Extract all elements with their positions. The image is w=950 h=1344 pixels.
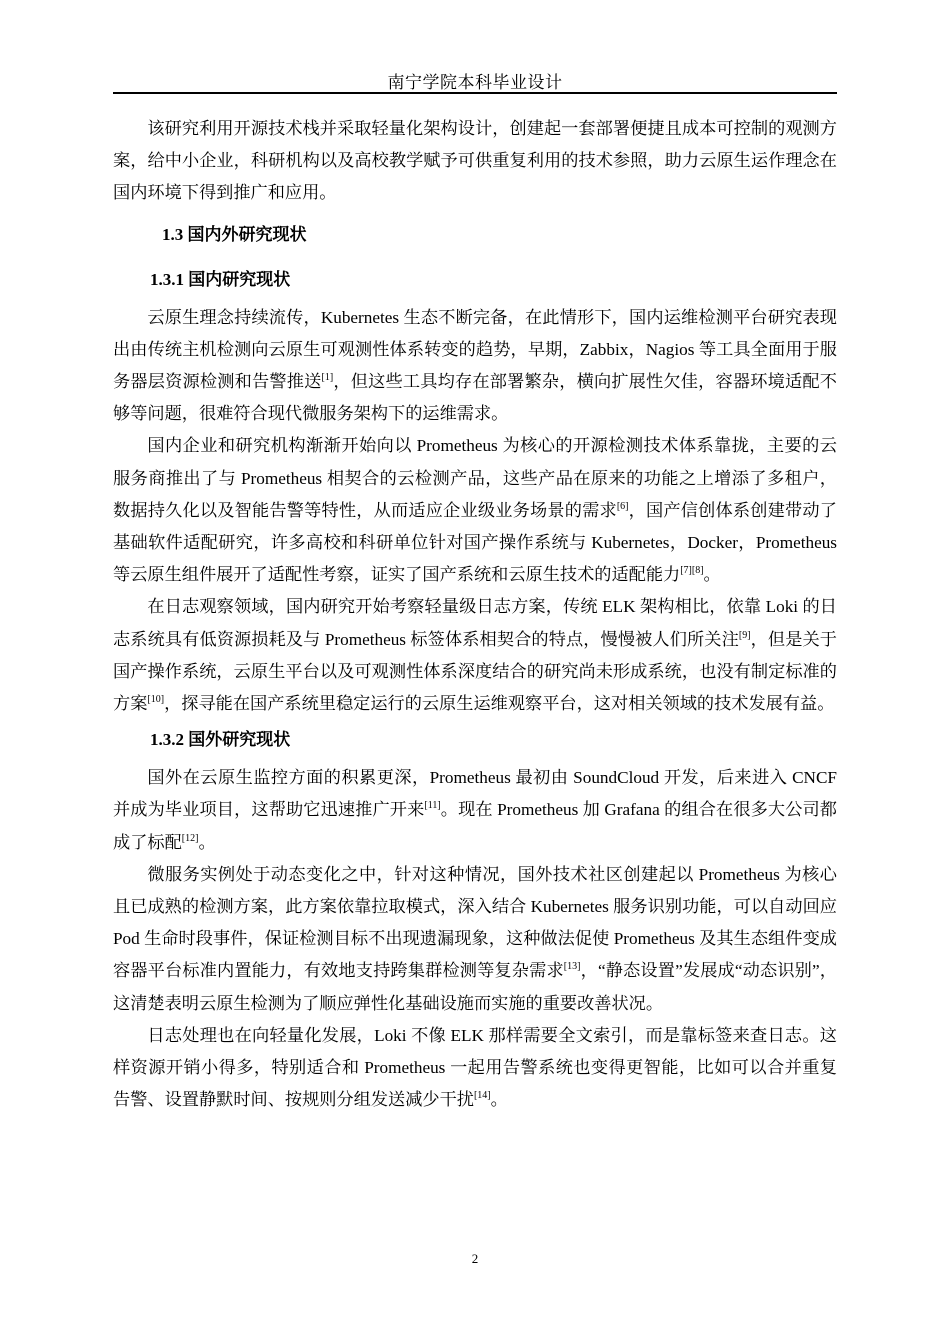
citation-ref: [6]	[616, 500, 629, 512]
document-body	[113, 113, 837, 1116]
citation-ref: [1]	[321, 372, 334, 384]
foreign-paragraph-3	[113, 1020, 837, 1117]
paragraph-text: ，但这些工具均存在部署繁杂，横向扩展性欠佳，容器环境适配不够等问题，很难符合现代微服务架构下的运维需求。	[113, 372, 837, 424]
paragraph-text: 国外在云原生监控方面的积累更深，Prometheus 最初由 SoundCloud 开发，后来进入 CNCF 并成为毕业项目，这帮助它迅速推广开来	[113, 768, 837, 820]
paragraph-text: ，“静态设置”发展成“动态识别”，这清楚表明云原生检测为了顺应弹性化基础设施而实施的重要改善状况。	[113, 961, 837, 1013]
citation-ref: [12]	[181, 832, 199, 844]
subsection-heading-1-3-2: 1.3.2 国外研究现状	[150, 730, 291, 750]
paragraph-text: 在日志观察领域，国内研究开始考察轻量级日志方案，传统 ELK 架构相比，依靠 Loki 的日志系统具有低资源损耗及与 Prometheus 标签体系相契合的特点，慢慢被人们所关注	[113, 597, 837, 649]
paragraph-text: ，国产信创体系创建带动了基础软件适配研究，许多高校和科研单位针对国产操作系统与 Kubernetes，Docker，Prometheus 等云原生组件展开了适配性考察，证实了国产系统和云原生技术的适配能力	[113, 500, 837, 585]
paragraph-text: 。现在 Prometheus 加 Grafana 的组合在很多大公司都成了标配	[113, 800, 837, 852]
citation-ref: [13]	[563, 961, 581, 973]
paragraph-text: ，但是关于国产操作系统，云原生平台以及可观测性体系深度结合的研究尚未形成系统，也没有制定标准的方案	[113, 629, 837, 714]
paragraph-text: ，探寻能在国产系统里稳定运行的云原生运维观察平台，这对相关领域的技术发展有益。	[164, 694, 835, 714]
foreign-paragraph-2	[113, 859, 837, 1020]
header-divider	[113, 92, 837, 94]
citation-ref: [11]	[424, 800, 441, 812]
subsection-heading-1-3-1: 1.3.1 国内研究现状	[150, 269, 291, 289]
domestic-paragraph-3	[113, 591, 837, 720]
citation-ref: [14]	[473, 1090, 491, 1102]
foreign-paragraph-1	[113, 762, 837, 859]
citation-ref: [7][8]	[680, 565, 704, 577]
domestic-paragraph-2	[113, 430, 837, 591]
paragraph-text: 日志处理也在向轻量化发展，Loki 不像 ELK 那样需要全文索引，而是靠标签来查日志。这样资源开销小得多，特别适合和 Prometheus 一起用告警系统也变得更智能，比如可以合并重复告警、设置静默时间、按规则分组发送减少干扰	[113, 1025, 837, 1110]
paragraph-text: 云原生理念持续流传，Kubernetes 生态不断完备，在此情形下，国内运维检测平台研究表现出由传统主机检测向云原生可观测性体系转变的趋势，早期，Zabbix，Nagios 等工具全面用于服务器层资源检测和告警推送	[113, 307, 837, 392]
citation-ref: [9]	[738, 629, 751, 641]
section-heading-1-3: 1.3 国内外研究现状	[162, 224, 307, 244]
domestic-paragraph-1	[113, 302, 837, 431]
paragraph-text: 。	[703, 565, 721, 585]
citation-ref: [10]	[147, 694, 165, 706]
paragraph-text: 。	[198, 832, 216, 852]
paragraph-text: 。	[490, 1090, 508, 1110]
paragraph-text: 国内企业和研究机构渐渐开始向以 Prometheus 为核心的开源检测技术体系靠拢，主要的云服务商推出了与 Prometheus 相契合的云检测产品，这些产品在原来的功能之上增添了多租户，数据持久化以及智能告警等特性，从而适应企业级业务场景的需求	[113, 436, 837, 520]
paragraph-text: 微服务实例处于动态变化之中，针对这种情况，国外技术社区创建起以 Prometheus 为核心且已成熟的检测方案，此方案依靠拉取模式，深入结合 Kubernetes 服务识别功能，可以自动回应 Pod 生命时段事件，保证检测目标不出现遗漏现象，这种做法促使 Prometheus 及其生态组件变成容器平台标准内置能力，有效地支持跨集群检测等复杂需求	[113, 864, 837, 981]
intro-paragraph: 该研究利用开源技术栈并采取轻量化架构设计，创建起一套部署便捷且成本可控制的观测方案，给中小企业，科研机构以及高校教学赋予可供重复利用的技术参照，助力云原生运作理念在国内环境下得到推广和应用。	[113, 119, 837, 203]
page-number: 2	[471, 1251, 479, 1266]
page-header-title: 南宁学院本科毕业设计	[387, 73, 563, 92]
